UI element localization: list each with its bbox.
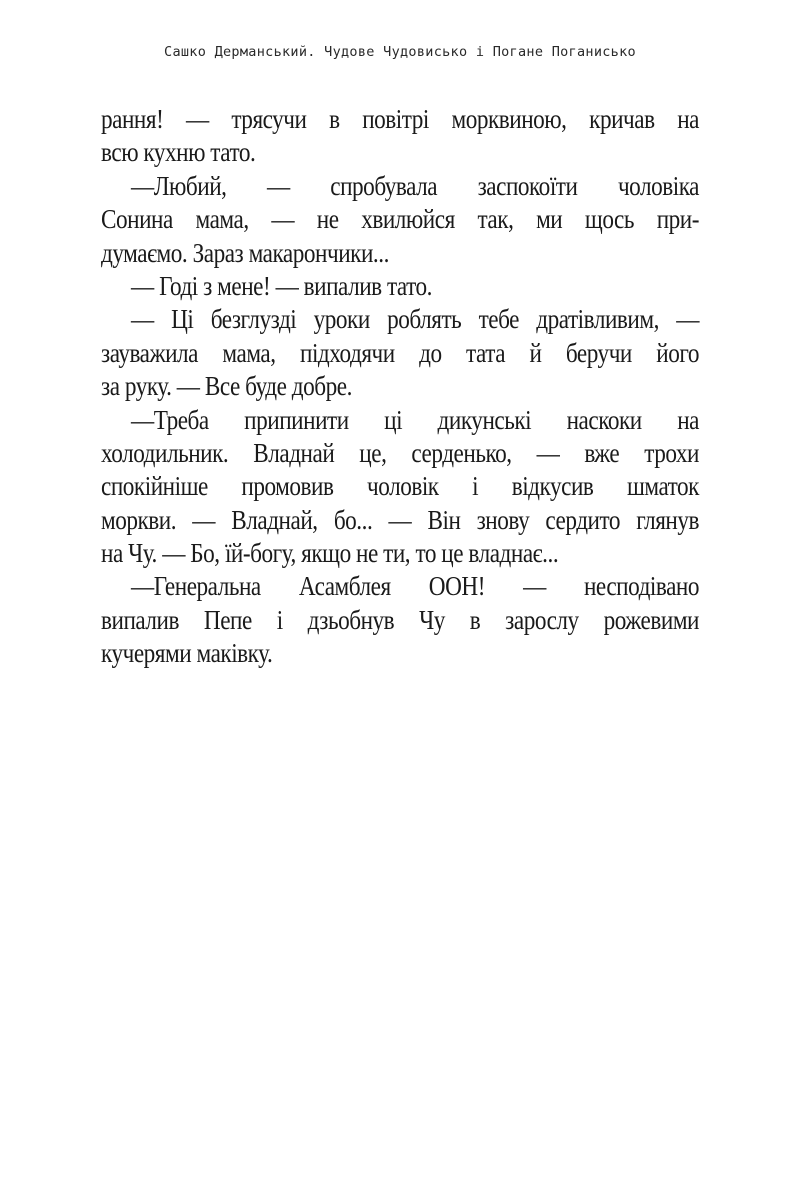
text-line: кучерями маківку.: [101, 638, 273, 669]
text-line: моркви. — Владнай, бо... — Він знову сердито глянув: [101, 504, 699, 535]
text-line: за руку. — Все буде добре.: [101, 371, 352, 402]
text-line: всю кухню тато.: [101, 137, 256, 168]
text-line: на Чу. — Бо, їй-богу, якщо не ти, то це владнає...: [101, 538, 559, 569]
paragraph: [101, 404, 699, 571]
running-header: Сашко Дерманський. Чудове Чудовисько і Погане Поганисько: [164, 44, 636, 60]
text-line: рання! — трясучи в повітрі морквиною, кричав на: [101, 104, 699, 134]
text-line: — Годі з мене! — випалив тато.: [131, 270, 433, 301]
page-body: [101, 103, 699, 671]
text-line: холодильник. Владнай це, серденько, — вже трохи: [101, 437, 699, 468]
text-line: випалив Пепе і дзьобнув Чу в зарослу рожевими: [101, 604, 699, 635]
paragraph: [101, 170, 699, 270]
text-line: —Треба припинити ці дикунські наскоки на: [131, 404, 699, 435]
text-line: — Ці безглузді уроки роблять тебе дратівливим, —: [131, 304, 699, 335]
text-line: зауважила мама, підходячи до тата й беручи його: [101, 337, 699, 368]
text-line: —Любий, — спробувала заспокоїти чоловіка: [131, 170, 699, 201]
text-line: думаємо. Зараз макарончики...: [101, 237, 389, 268]
paragraph: [101, 103, 699, 170]
paragraph: [101, 570, 699, 670]
paragraph: [101, 303, 699, 403]
text-line: спокійніше промовив чоловік і відкусив шматок: [101, 471, 699, 502]
text-line: —Генеральна Асамблея ООН! — несподівано: [131, 571, 699, 602]
paragraph: [101, 270, 699, 303]
text-line: Сонина мама, — не хвилюйся так, ми щось при-: [101, 204, 699, 235]
